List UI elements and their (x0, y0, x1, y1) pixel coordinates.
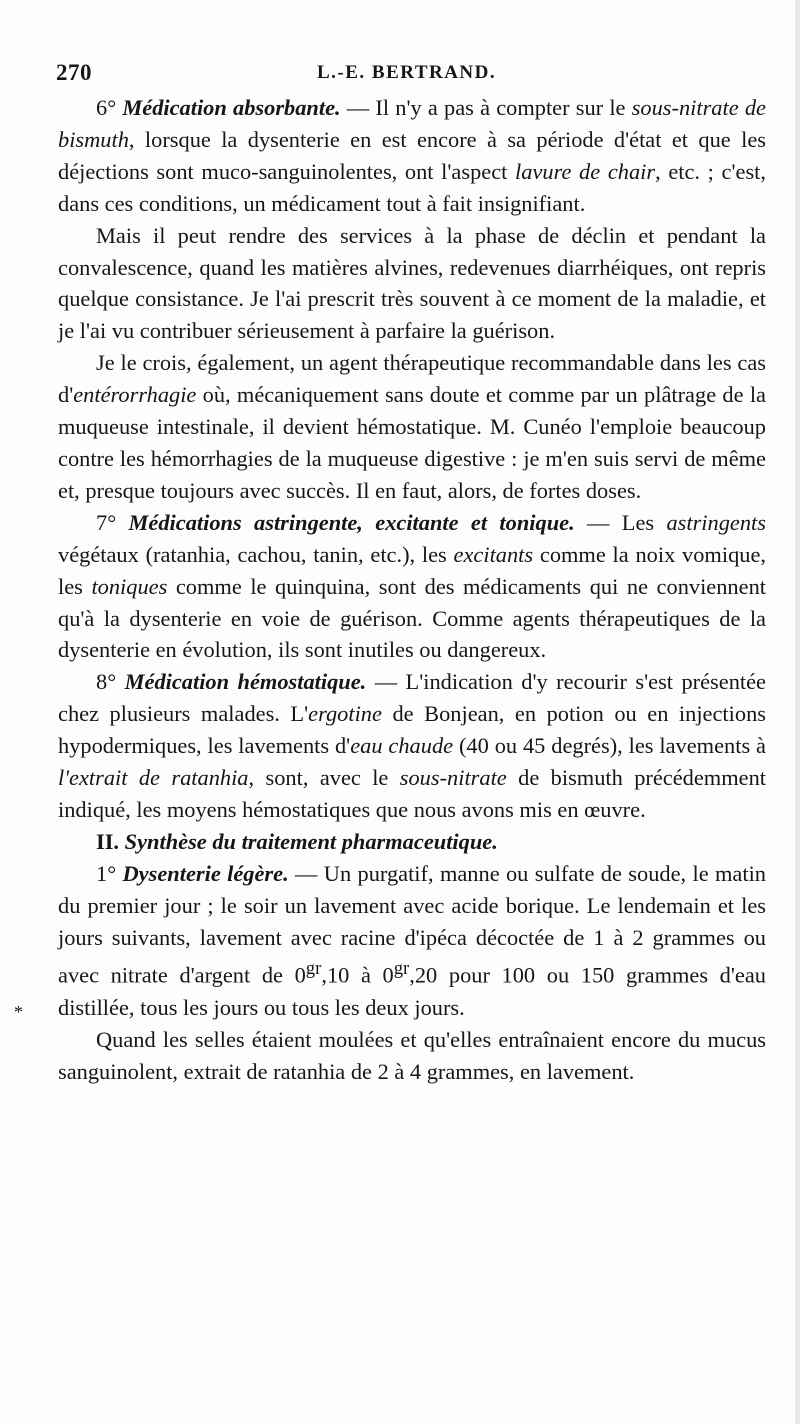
unit-superscript: gr (393, 958, 410, 980)
text-run: , etc. ; c'est, dans ces conditions, un médicament tout à fait insignifiant. (58, 158, 766, 216)
text-run: comme le quinquina, sont des médicaments qui ne conviennent qu'à la dysenterie en voie de guérison. Comme agents thérapeutiques de la dysenterie en évolution, ils sont inutiles ou dangereux. (58, 573, 766, 663)
italic-term: eau chaude (350, 733, 454, 759)
text-run: comme la noix vomique, les (58, 541, 766, 599)
italic-term: excitants (453, 541, 534, 567)
section-title: Médications astringente, excitante et tonique. (128, 509, 575, 535)
italic-term: sous-nitrate de bismuth (58, 95, 766, 152)
text-run: — Les (574, 509, 667, 535)
paragraph-astringent-medication (58, 507, 766, 667)
margin-mark: * (14, 1002, 23, 1022)
italic-term: entérorrhagie (73, 382, 197, 408)
text-run: où, mécaniquement sans doute et comme par un plâtrage de la muqueuse intestinale, il devient hémostatique. M. Cunéo l'emploie beaucoup contre les hémorrhagies de la muqueuse digestive : je m'en suis servi de même et, presque toujours avec succès. Il en faut, alors, de fortes doses. (58, 382, 766, 503)
italic-term: toniques (91, 573, 168, 599)
text-run: ,10 à 0 (321, 962, 394, 988)
page-number: 270 (56, 60, 92, 85)
text-run: (40 ou 45 degrés), les lavements à (453, 733, 766, 759)
text-run: végétaux (ratanhia, cachou, tanin, etc.), les (58, 541, 454, 567)
text-run: de bismuth précédemment indiqué, les moyens hémostatiques que nous avons mis en œuvre. (58, 765, 766, 822)
section-number: 1° (96, 860, 123, 886)
running-head (52, 60, 772, 92)
italic-term: astringents (666, 509, 766, 535)
text-run: de Bonjean, en potion ou en injections hypodermiques, les lavements d' (58, 701, 766, 759)
italic-term: sous-nitrate (399, 765, 507, 791)
paragraph-hemostatic-medication (58, 666, 766, 826)
running-head-author: L.-E. BERTRAND. (317, 62, 497, 83)
text-run: Je le crois, également, un agent thérapeutique recommandable dans les cas d' (58, 350, 766, 408)
page-edge-shadow (795, 0, 800, 1424)
paragraph-absorbent-medication (58, 92, 766, 220)
section-title: Dysenterie légère. (122, 860, 289, 886)
unit-superscript: gr (305, 958, 322, 980)
text-run: ,20 pour 100 ou 150 grammes d'eau distillée, tous les jours ou tous les deux jours. (58, 962, 766, 1020)
section-number: 7° (96, 509, 129, 535)
body-text (58, 92, 766, 1088)
paragraph-mild-dysentery (58, 858, 766, 1024)
section-title: Médication absorbante. (122, 95, 341, 120)
section-number: 8° (96, 669, 125, 695)
italic-term: lavure de chair (515, 158, 656, 184)
section-number: II. (96, 828, 125, 854)
text-run: , lorsque la dysenterie en est encore à sa période d'état et que les déjections sont muco-sanguinolentes, ont l'aspect (58, 126, 766, 184)
text-run: — L'indication d'y recourir s'est présentée chez plusieurs malades. L' (58, 669, 766, 727)
section-number: 6° (96, 95, 123, 120)
text-run: , sont, avec le (248, 765, 400, 791)
text-run: — Il n'y a pas à compter sur le (340, 95, 632, 120)
paragraph-enterorrhagia (58, 347, 766, 507)
section-heading-synthesis (58, 826, 766, 858)
paragraph-moulded-stools: Quand les selles étaient moulées et qu'elles entraînaient encore du mucus sanguinolent, extrait de ratanhia de 2 à 4 grammes, en lavement. (58, 1026, 766, 1084)
section-title: Médication hémostatique. (124, 669, 367, 695)
paragraph-convalescence: Mais il peut rendre des services à la phase de déclin et pendant la convalescence, quand les matières alvines, redevenues diarrhéiques, ont repris quelque consistance. Je l'ai prescrit très souvent à ce moment de la maladie, et je l'ai vu contribuer sérieusement à parfaire la guérison. (58, 222, 766, 344)
section-title: Synthèse du traitement pharmaceutique. (124, 828, 498, 854)
italic-term: ergotine (308, 701, 382, 727)
text-run: — Un purgatif, manne ou sulfate de soude, le matin du premier jour ; le soir un lavement avec acide borique. Le lendemain et les jours suivants, lavement avec racine d'ipéca décoctée de 1 à 2 grammes ou avec nitrate d'argent de 0 (58, 860, 766, 988)
italic-term: l'extrait de ratanhia (58, 765, 249, 791)
